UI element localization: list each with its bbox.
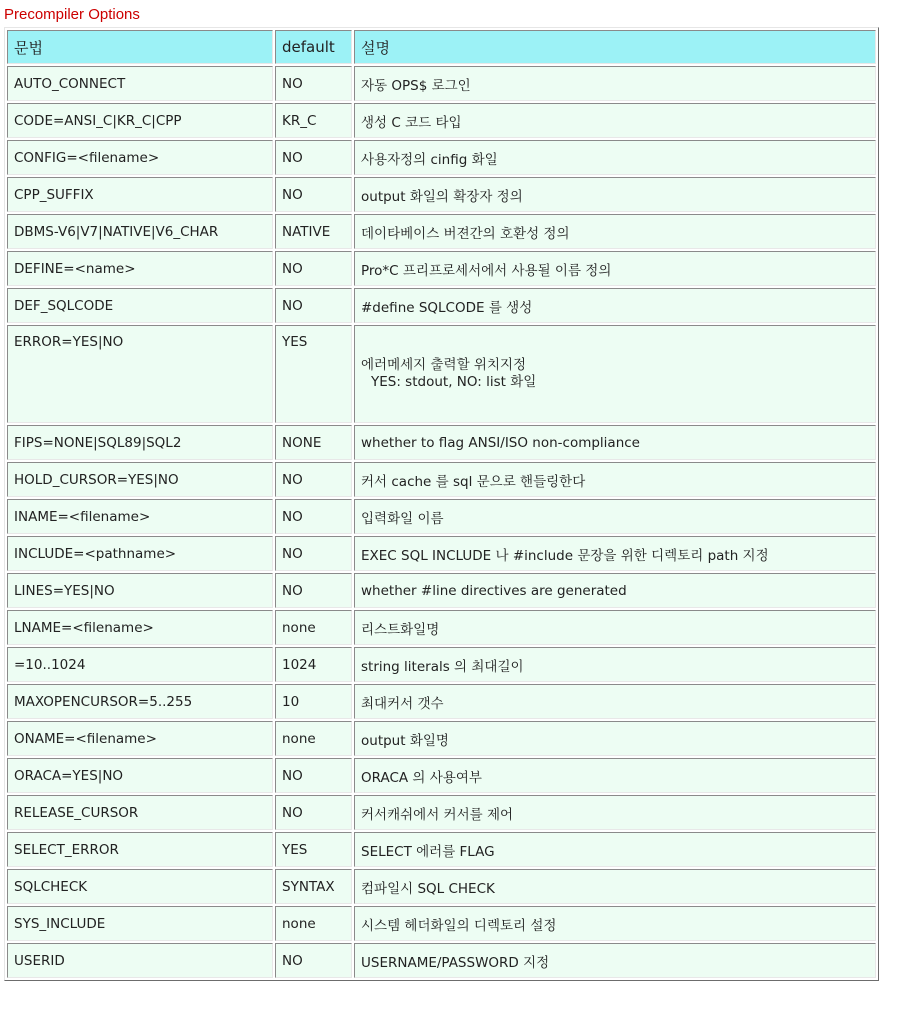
cell-syntax: CONFIG=<filename>: [7, 140, 273, 175]
cell-description: 커서캐쉬에서 커서를 제어: [354, 795, 876, 830]
table-row: [7, 943, 876, 978]
table-row: [7, 325, 876, 423]
cell-description: ORACA 의 사용여부: [354, 758, 876, 793]
cell-syntax: SELECT_ERROR: [7, 832, 273, 867]
cell-syntax: SYS_INCLUDE: [7, 906, 273, 941]
cell-description: [354, 325, 876, 423]
cell-default: 10: [275, 684, 352, 719]
cell-syntax: =10..1024: [7, 647, 273, 682]
cell-default: NO: [275, 943, 352, 978]
cell-syntax: HOLD_CURSOR=YES|NO: [7, 462, 273, 497]
table-header-row: [7, 30, 876, 64]
cell-default: NO: [275, 140, 352, 175]
cell-syntax: USERID: [7, 943, 273, 978]
table-row: [7, 721, 876, 756]
cell-description: Pro*C 프리프로세서에서 사용될 이름 정의: [354, 251, 876, 286]
cell-default: NO: [275, 288, 352, 323]
table-row: [7, 906, 876, 941]
cell-description: string literals 의 최대길이: [354, 647, 876, 682]
table-row: [7, 647, 876, 682]
cell-syntax: MAXOPENCURSOR=5..255: [7, 684, 273, 719]
cell-description: 시스템 헤더화일의 디렉토리 설정: [354, 906, 876, 941]
cell-description: 리스트화일명: [354, 610, 876, 645]
cell-description: SELECT 에러를 FLAG: [354, 832, 876, 867]
cell-description: 자동 OPS$ 로그인: [354, 66, 876, 101]
table-caption: Precompiler Options: [4, 6, 140, 23]
cell-default: NO: [275, 536, 352, 571]
cell-default: NO: [275, 795, 352, 830]
description-line: YES: stdout, NO: list 화일: [371, 374, 537, 390]
cell-syntax: ERROR=YES|NO: [7, 325, 273, 423]
cell-default: SYNTAX: [275, 869, 352, 904]
cell-description: EXEC SQL INCLUDE 나 #include 문장을 위한 디렉토리 path 지정: [354, 536, 876, 571]
cell-syntax: DEFINE=<name>: [7, 251, 273, 286]
cell-description: output 화일명: [354, 721, 876, 756]
table-row: [7, 140, 876, 175]
cell-description: #define SQLCODE 를 생성: [354, 288, 876, 323]
cell-description: output 화일의 확장자 정의: [354, 177, 876, 212]
cell-description: 입력화일 이름: [354, 499, 876, 534]
precompiler-options-table: [4, 27, 879, 981]
table-row: [7, 214, 876, 249]
cell-default: KR_C: [275, 103, 352, 138]
table-row: [7, 832, 876, 867]
header-syntax: 문법: [7, 30, 273, 64]
cell-syntax: RELEASE_CURSOR: [7, 795, 273, 830]
cell-syntax: SQLCHECK: [7, 869, 273, 904]
cell-default: none: [275, 610, 352, 645]
cell-default: YES: [275, 832, 352, 867]
table-row: [7, 251, 876, 286]
table-row: [7, 499, 876, 534]
cell-description: 컴파일시 SQL CHECK: [354, 869, 876, 904]
table-row: [7, 462, 876, 497]
cell-default: none: [275, 721, 352, 756]
cell-description: 사용자정의 cinfig 화일: [354, 140, 876, 175]
cell-default: 1024: [275, 647, 352, 682]
cell-description: 생성 C 코드 타입: [354, 103, 876, 138]
cell-default: YES: [275, 325, 352, 423]
cell-default: NO: [275, 758, 352, 793]
table-row: [7, 610, 876, 645]
description-line: 에러메세지 출력할 위치지정: [361, 357, 527, 373]
cell-description: 커서 cache 를 sql 문으로 핸들링한다: [354, 462, 876, 497]
cell-syntax: INAME=<filename>: [7, 499, 273, 534]
cell-description: whether #line directives are generated: [354, 573, 876, 608]
cell-syntax: CODE=ANSI_C|KR_C|CPP: [7, 103, 273, 138]
table-row: [7, 177, 876, 212]
header-default: default: [275, 30, 352, 64]
cell-syntax: LINES=YES|NO: [7, 573, 273, 608]
cell-description: whether to flag ANSI/ISO non-compliance: [354, 425, 876, 460]
cell-default: NONE: [275, 425, 352, 460]
cell-syntax: DEF_SQLCODE: [7, 288, 273, 323]
cell-default: NO: [275, 66, 352, 101]
cell-description: 데이타베이스 버젼간의 호환성 정의: [354, 214, 876, 249]
cell-default: NO: [275, 573, 352, 608]
cell-syntax: DBMS-V6|V7|NATIVE|V6_CHAR: [7, 214, 273, 249]
cell-description: 최대커서 갯수: [354, 684, 876, 719]
table-row: [7, 869, 876, 904]
cell-default: NO: [275, 251, 352, 286]
cell-syntax: INCLUDE=<pathname>: [7, 536, 273, 571]
cell-syntax: FIPS=NONE|SQL89|SQL2: [7, 425, 273, 460]
table-row: [7, 684, 876, 719]
cell-description: USERNAME/PASSWORD 지정: [354, 943, 876, 978]
table-row: [7, 536, 876, 571]
table-row: [7, 103, 876, 138]
table-row: [7, 795, 876, 830]
cell-default: none: [275, 906, 352, 941]
cell-syntax: AUTO_CONNECT: [7, 66, 273, 101]
cell-syntax: ONAME=<filename>: [7, 721, 273, 756]
table-row: [7, 758, 876, 793]
cell-default: NATIVE: [275, 214, 352, 249]
table-row: [7, 425, 876, 460]
header-description: 설명: [354, 30, 876, 64]
cell-default: NO: [275, 462, 352, 497]
table-row: [7, 573, 876, 608]
table-row: [7, 288, 876, 323]
cell-default: NO: [275, 177, 352, 212]
cell-default: NO: [275, 499, 352, 534]
table-row: [7, 66, 876, 101]
cell-syntax: LNAME=<filename>: [7, 610, 273, 645]
cell-syntax: ORACA=YES|NO: [7, 758, 273, 793]
cell-syntax: CPP_SUFFIX: [7, 177, 273, 212]
